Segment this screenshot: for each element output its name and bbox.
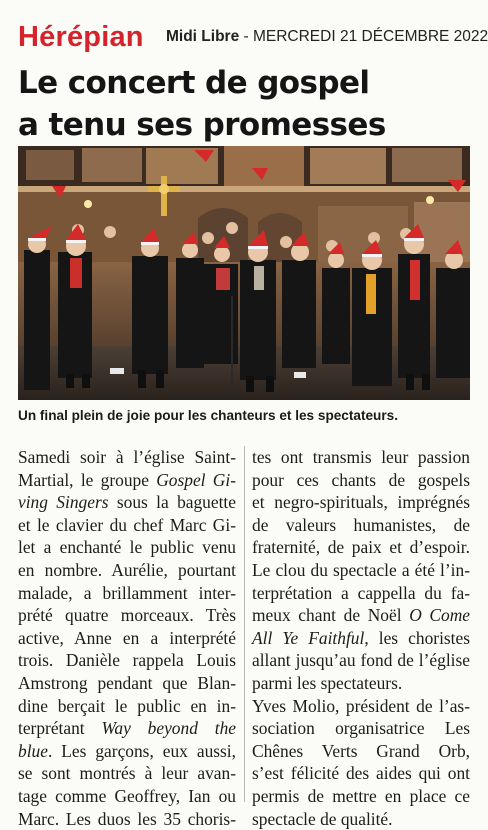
text-line: let a enchanté le public venu — [18, 536, 236, 559]
page-header — [18, 20, 468, 54]
text-line: tes ont transmis leur passion — [252, 446, 470, 469]
text-line: Samedi soir à l’église Saint- — [18, 446, 236, 469]
text-line: spectacle de qualité. — [252, 808, 470, 830]
photo-caption: Un final plein de joie pour les chanteurs et les spectateurs. — [18, 404, 468, 428]
headline-line-2: a tenu ses promesses — [18, 107, 386, 143]
text-line: prété quatre morceaux. Très — [18, 604, 236, 627]
choir-photo-illustration — [18, 146, 470, 400]
text-line: en nombre. Aurélie, pourtant — [18, 559, 236, 582]
text-line: terprétant Way beyond the — [18, 717, 236, 740]
text-line: active, Anne en a interprété — [18, 627, 236, 650]
text-line: allant jusqu’au fond de l’église — [252, 649, 470, 672]
text-line: Chênes Verts Grand Orb, — [252, 740, 470, 763]
text-line: malade, a brillamment inter- — [18, 582, 236, 605]
text-line: ving Singers sous la baguette — [18, 491, 236, 514]
text-line: fraternité, de paix et d’espoir. — [252, 536, 470, 559]
article-headline — [18, 62, 468, 146]
text-line: Yves Molio, président de l’as- — [252, 695, 470, 718]
publication-date: - MERCREDI 21 DÉCEMBRE 2022 — [239, 28, 488, 45]
text-line: parmi les spectateurs. — [252, 672, 470, 695]
newspaper-name: Midi Libre — [166, 28, 239, 45]
text-line: terprétation a cappella du fa- — [252, 582, 470, 605]
text-line: Amstrong pendant que Blan- — [18, 672, 236, 695]
text-line: permis de mettre en place ce — [252, 785, 470, 808]
text-line: s’est félicité des aides qui ont — [252, 762, 470, 785]
column-divider — [244, 446, 245, 802]
text-line: pour ces chants de gospels — [252, 469, 470, 492]
text-line: tage comme Geoffrey, Ian ou — [18, 785, 236, 808]
headline-line-1: Le concert de gospel — [18, 65, 369, 101]
text-line: meux chant de Noël O Come — [252, 604, 470, 627]
choir-photo — [18, 146, 470, 400]
text-line: et negro-spirituals, imprégnés — [252, 491, 470, 514]
text-line: trois. Danièle rappela Louis — [18, 649, 236, 672]
article-column-2 — [252, 446, 470, 830]
text-line: et le clavier du chef Marc Gi- — [18, 514, 236, 537]
publication-line — [166, 26, 488, 48]
text-line: Marc. Les duos les 35 choris- — [18, 808, 236, 830]
text-line: blue. Les garçons, eux aussi, — [18, 740, 236, 763]
text-line: Le clou du spectacle a été l’in- — [252, 559, 470, 582]
article-column-1 — [18, 446, 236, 830]
text-line: All Ye Faithful, les choristes — [252, 627, 470, 650]
text-line: sociation organisatrice Les — [252, 717, 470, 740]
town-name: Hérépian — [18, 20, 144, 54]
text-line: de valeurs humanistes, de — [252, 514, 470, 537]
text-line: Martial, le groupe Gospel Gi- — [18, 469, 236, 492]
text-line: se sont montrés à leur avan- — [18, 762, 236, 785]
text-line: dine berçait le public en in- — [18, 695, 236, 718]
